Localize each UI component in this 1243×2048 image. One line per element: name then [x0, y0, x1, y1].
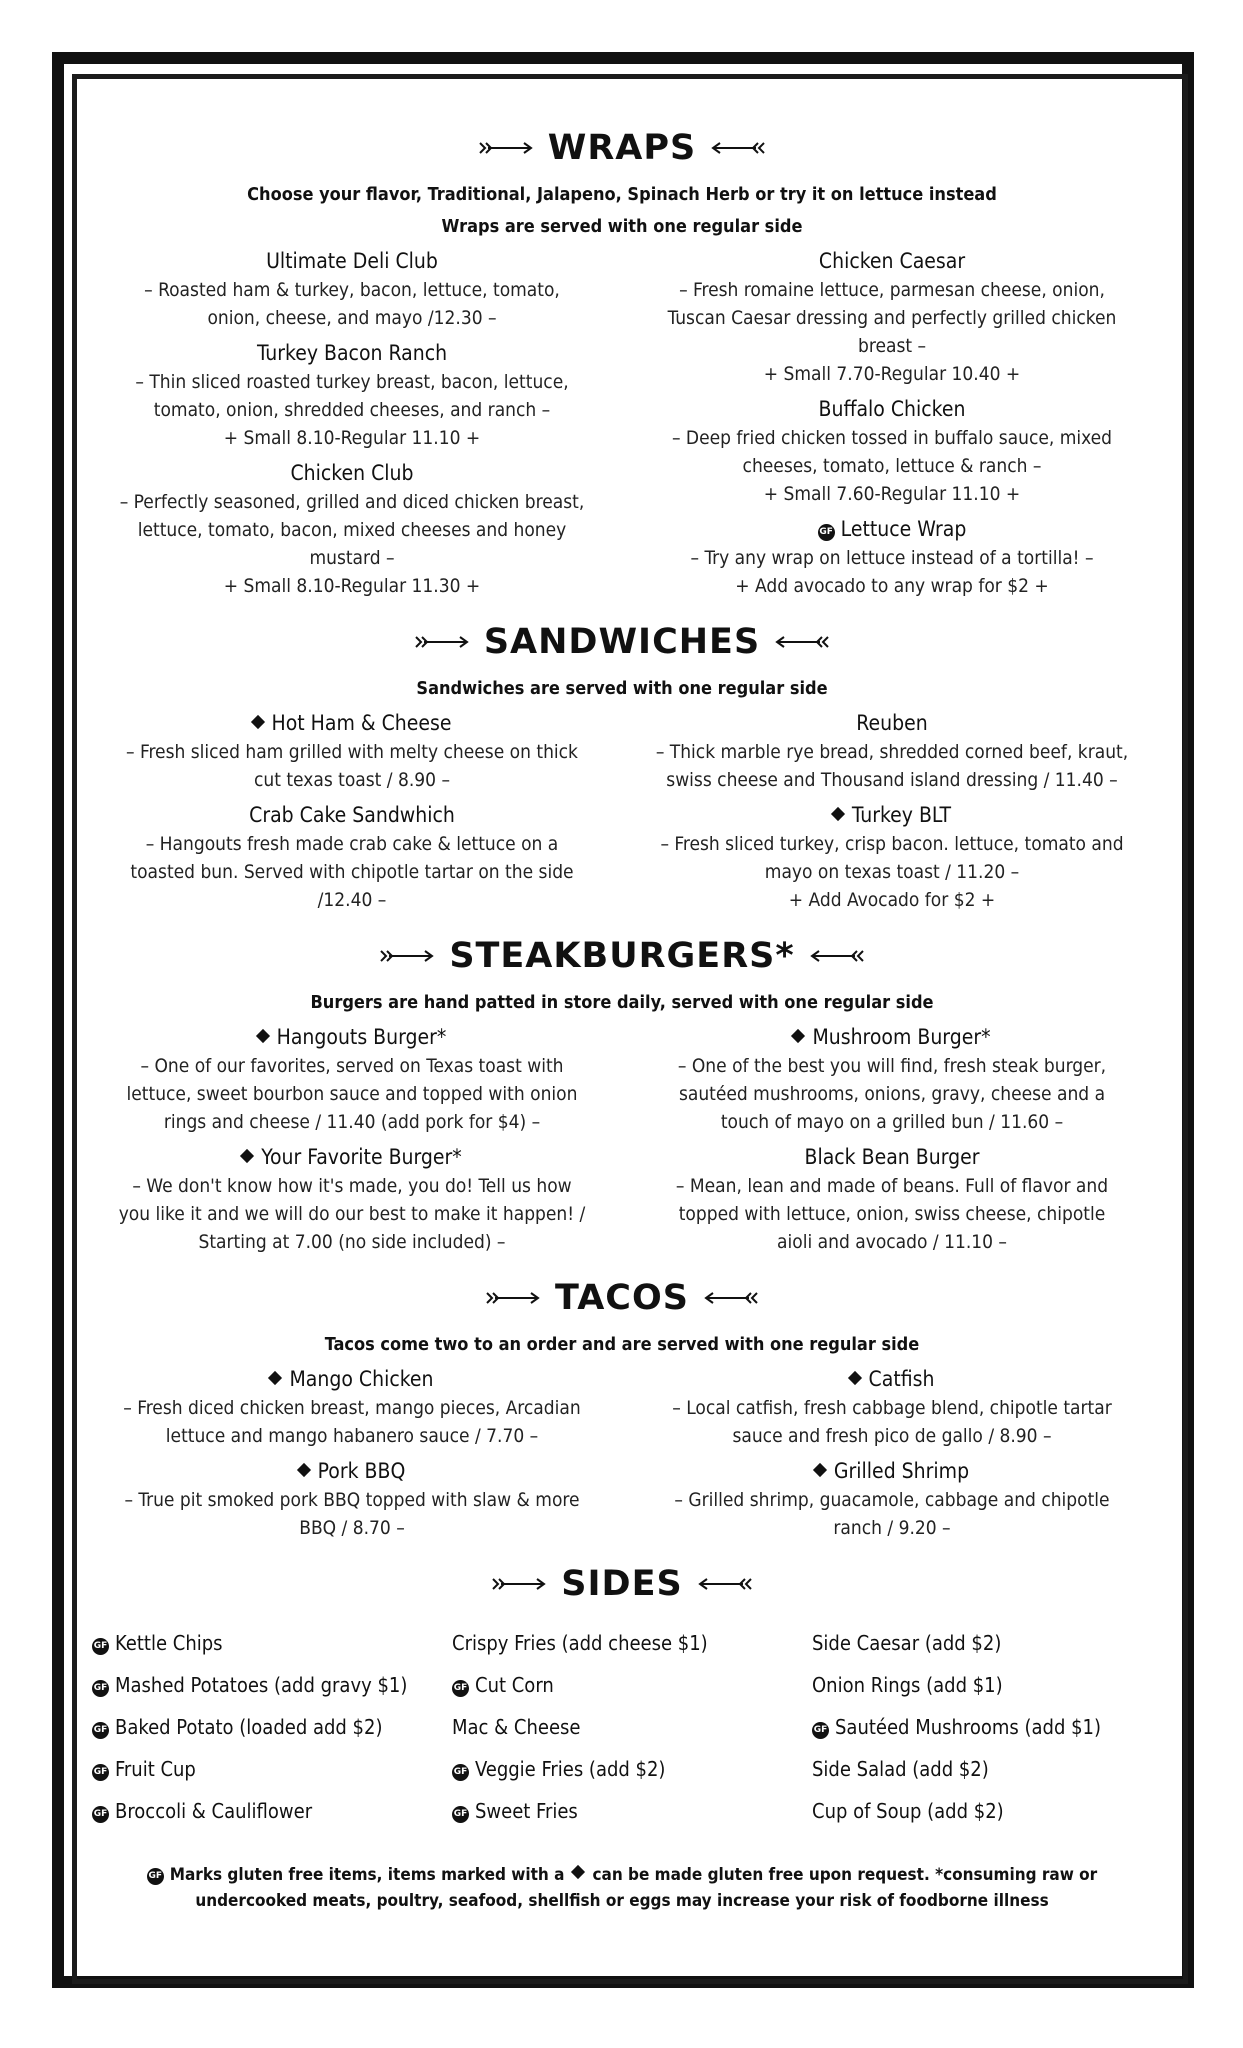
items-column-left	[92, 708, 612, 920]
menu-item	[92, 1364, 612, 1450]
diamond-icon	[250, 715, 264, 729]
menu-item-title	[632, 1456, 1152, 1486]
side-item	[92, 1664, 452, 1706]
menu-item-title	[632, 1022, 1152, 1052]
arrow-right-icon	[491, 1576, 547, 1592]
side-item-name: Side Salad (add $2)	[812, 1757, 989, 1781]
diamond-icon	[791, 1029, 805, 1043]
menu-item-name: Catfish	[868, 1367, 935, 1391]
footer-text-a: Marks gluten free items, items marked with a	[169, 1865, 565, 1885]
menu-item-description: – Perfectly seasoned, grilled and diced chicken breast, lettuce, tomato, bacon, mixed cheeses and honey mustard – + Small 8.10-Regular 11.30 +	[119, 491, 585, 597]
menu-item	[92, 800, 612, 914]
menu-item-title	[92, 1456, 612, 1486]
menu-item-description: – Fresh sliced turkey, crisp bacon. lettuce, tomato and mayo on texas toast / 11.20 – + Add Avocado for $2 +	[660, 833, 1124, 911]
menu-item-description: – True pit smoked pork BBQ topped with slaw & more BBQ / 8.70 –	[124, 1489, 580, 1539]
menu-item	[632, 394, 1152, 508]
side-item	[92, 1748, 452, 1790]
menu-item-title	[92, 800, 612, 830]
diamond-icon	[256, 1029, 270, 1043]
side-item	[812, 1790, 1152, 1832]
diamond-icon	[297, 1463, 311, 1477]
items-column-right	[632, 708, 1152, 920]
menu-item-description: – Fresh sliced ham grilled with melty cheese on thick cut texas toast / 8.90 –	[126, 741, 578, 791]
menu-item-name: Hangouts Burger*	[276, 1025, 447, 1049]
items-grid	[92, 246, 1152, 606]
side-item	[812, 1748, 1152, 1790]
menu-item-name: Lettuce Wrap	[840, 517, 967, 541]
side-item	[812, 1664, 1152, 1706]
arrow-left-icon	[703, 1290, 759, 1306]
items-column-right	[632, 1364, 1152, 1548]
side-item	[452, 1622, 812, 1664]
section-title: SIDES	[561, 1564, 683, 1604]
menu-item	[632, 800, 1152, 914]
tacos-section	[92, 1268, 1152, 1548]
menu-item	[92, 338, 612, 452]
steakburgers-header	[92, 926, 1152, 986]
tacos-header	[92, 1268, 1152, 1328]
section-note: Wraps are served with one regular side	[441, 216, 803, 237]
menu-item-title	[92, 246, 612, 276]
menu-item-title	[632, 514, 1152, 544]
menu-item	[632, 1022, 1152, 1136]
menu-item-description: – Fresh diced chicken breast, mango pieces, Arcadian lettuce and mango habanero sauce / 7.70 –	[123, 1397, 581, 1447]
section-title: SANDWICHES	[483, 622, 761, 662]
side-item-name: Baked Potato (loaded add $2)	[115, 1715, 383, 1739]
menu-item-description: – Grilled shrimp, guacamole, cabbage and chipotle ranch / 9.20 –	[674, 1489, 1110, 1539]
arrow-right-icon	[478, 140, 534, 156]
items-grid	[92, 708, 1152, 920]
menu-item-name: Crab Cake Sandwhich	[249, 803, 455, 827]
sides-header	[92, 1554, 1152, 1614]
side-item	[92, 1790, 452, 1832]
arrow-right-icon	[414, 634, 470, 650]
side-item	[452, 1706, 812, 1748]
diamond-icon	[240, 1149, 254, 1163]
menu-item	[92, 246, 612, 332]
side-item-name: Mashed Potatoes (add gravy $1)	[115, 1673, 408, 1697]
side-item-name: Veggie Fries (add $2)	[475, 1757, 666, 1781]
side-item	[92, 1622, 452, 1664]
footer-text-b: can be made gluten free upon request. *consuming raw or	[592, 1865, 1098, 1885]
menu-item-name: Turkey BLT	[851, 803, 952, 827]
items-column-right	[632, 246, 1152, 606]
diamond-icon	[831, 807, 845, 821]
menu-item-name: Chicken Caesar	[818, 249, 966, 273]
menu-item-name: Hot Ham & Cheese	[271, 711, 452, 735]
side-item-name: Onion Rings (add $1)	[812, 1673, 1003, 1697]
sides-section	[92, 1554, 1152, 1832]
side-item	[452, 1664, 812, 1706]
diamond-icon	[571, 1865, 585, 1879]
menu-item-name: Pork BBQ	[317, 1459, 406, 1483]
menu-item	[632, 246, 1152, 388]
menu-item	[92, 1142, 612, 1256]
sandwiches-section	[92, 612, 1152, 920]
arrow-left-icon	[774, 634, 830, 650]
gluten-free-icon: GF	[92, 1638, 109, 1655]
menu-item	[632, 514, 1152, 600]
menu-item-title	[632, 1364, 1152, 1394]
menu-item-title	[632, 800, 1152, 830]
menu-item	[632, 1142, 1152, 1256]
items-grid	[92, 1022, 1152, 1262]
side-item	[452, 1748, 812, 1790]
sides-column	[92, 1622, 452, 1832]
menu-item	[632, 708, 1152, 794]
menu-item-title	[632, 246, 1152, 276]
items-column-right	[632, 1022, 1152, 1262]
menu-item-title	[632, 1142, 1152, 1172]
sandwiches-header	[92, 612, 1152, 672]
menu-item-title	[92, 1142, 612, 1172]
gluten-free-icon: GF	[812, 1722, 829, 1739]
footer-line-1	[92, 1862, 1152, 1888]
steakburgers-section	[92, 926, 1152, 1262]
side-item-name: Sautéed Mushrooms (add $1)	[835, 1715, 1102, 1739]
items-column-left	[92, 1364, 612, 1548]
footer-note	[92, 1862, 1152, 1914]
footer-line-2: undercooked meats, poultry, seafood, shellfish or eggs may increase your risk of foodborne illness	[195, 1891, 1049, 1911]
gluten-free-icon: GF	[452, 1764, 469, 1781]
items-column-left	[92, 1022, 612, 1262]
menu-item-description: – One of the best you will find, fresh steak burger, sautéed mushrooms, onions, gravy, cheese and a touch of mayo on a grilled bun / 11.60 –	[677, 1055, 1107, 1133]
side-item-name: Broccoli & Cauliflower	[115, 1799, 313, 1823]
side-item-name: Fruit Cup	[115, 1757, 196, 1781]
menu-item-name: Mango Chicken	[289, 1367, 434, 1391]
items-column-left	[92, 246, 612, 606]
side-item-name: Mac & Cheese	[452, 1715, 581, 1739]
wraps-section	[92, 118, 1152, 606]
menu-content	[92, 118, 1152, 1914]
section-title: WRAPS	[547, 128, 697, 168]
menu-item-name: Mushroom Burger*	[812, 1025, 991, 1049]
sides-grid	[92, 1622, 1152, 1832]
sides-column	[452, 1622, 812, 1832]
side-item-name: Cut Corn	[475, 1673, 554, 1697]
menu-item-description: – Hangouts fresh made crab cake & lettuce on a toasted bun. Served with chipotle tartar on the side /12.40 –	[130, 833, 574, 911]
menu-item-name: Reuben	[856, 711, 928, 735]
gluten-free-icon: GF	[92, 1722, 109, 1739]
side-item	[812, 1706, 1152, 1748]
menu-item-name: Your Favorite Burger*	[261, 1145, 462, 1169]
section-note: Sandwiches are served with one regular side	[416, 678, 828, 699]
gluten-free-icon: GF	[818, 524, 835, 541]
menu-item-name: Grilled Shrimp	[833, 1459, 970, 1483]
menu-item	[632, 1456, 1152, 1542]
menu-item-name: Turkey Bacon Ranch	[256, 341, 448, 365]
menu-item-description: – Thin sliced roasted turkey breast, bacon, lettuce, tomato, onion, shredded cheeses, and ranch – + Small 8.10-Regular 11.10 +	[135, 371, 569, 449]
menu-item-description: – Try any wrap on lettuce instead of a tortilla! – + Add avocado to any wrap for $2 +	[690, 547, 1094, 597]
gluten-free-icon: GF	[92, 1680, 109, 1697]
section-note: Tacos come two to an order and are served with one regular side	[324, 1334, 920, 1355]
gluten-free-icon: GF	[92, 1764, 109, 1781]
section-note: Burgers are hand patted in store daily, served with one regular side	[310, 992, 934, 1013]
side-item-name: Cup of Soup (add $2)	[812, 1799, 1004, 1823]
menu-item-title	[632, 708, 1152, 738]
side-item	[812, 1622, 1152, 1664]
arrow-left-icon	[697, 1576, 753, 1592]
diamond-icon	[847, 1371, 861, 1385]
diamond-icon	[268, 1371, 282, 1385]
menu-item	[632, 1364, 1152, 1450]
arrow-left-icon	[710, 140, 766, 156]
wraps-header	[92, 118, 1152, 178]
side-item-name: Kettle Chips	[115, 1631, 223, 1655]
menu-item-name: Chicken Club	[290, 461, 414, 485]
menu-item	[92, 1022, 612, 1136]
side-item-name: Side Caesar (add $2)	[812, 1631, 1002, 1655]
menu-item-title	[92, 708, 612, 738]
menu-item	[92, 458, 612, 600]
menu-item-title	[92, 1022, 612, 1052]
menu-item-title	[92, 1364, 612, 1394]
arrow-right-icon	[379, 948, 435, 964]
menu-item	[92, 708, 612, 794]
side-item	[452, 1790, 812, 1832]
items-grid	[92, 1364, 1152, 1548]
side-item	[92, 1706, 452, 1748]
section-title: TACOS	[555, 1278, 689, 1318]
gluten-free-icon: GF	[92, 1806, 109, 1823]
arrow-right-icon	[485, 1290, 541, 1306]
section-note: Choose your flavor, Traditional, Jalapeno, Spinach Herb or try it on lettuce instead	[247, 184, 997, 205]
menu-item-name: Buffalo Chicken	[818, 397, 966, 421]
menu-item-description: – Roasted ham & turkey, bacon, lettuce, tomato, onion, cheese, and mayo /12.30 –	[144, 279, 560, 329]
menu-item-title	[92, 458, 612, 488]
menu-item-title	[92, 338, 612, 368]
menu-item-title	[632, 394, 1152, 424]
gluten-free-icon: GF	[147, 1868, 164, 1885]
menu-item	[92, 1456, 612, 1542]
arrow-left-icon	[809, 948, 865, 964]
menu-item-description: – We don't know how it's made, you do! Tell us how you like it and we will do our best to make it happen! / Starting at 7.00 (no side included) –	[118, 1175, 586, 1253]
menu-item-description: – Thick marble rye bread, shredded corned beef, kraut, swiss cheese and Thousand island dressing / 11.40 –	[655, 741, 1129, 791]
side-item-name: Sweet Fries	[475, 1799, 578, 1823]
menu-item-description: – Mean, lean and made of beans. Full of flavor and topped with lettuce, onion, swiss cheese, chipotle aioli and avocado / 11.10 –	[675, 1175, 1109, 1253]
section-title: STEAKBURGERS*	[449, 936, 795, 976]
menu-item-description: – Fresh romaine lettuce, parmesan cheese, onion, Tuscan Caesar dressing and perfectly grilled chicken breast – + Small 7.70-Regular 10.40 +	[667, 279, 1117, 385]
menu-item-description: – One of our favorites, served on Texas toast with lettuce, sweet bourbon sauce and topped with onion rings and cheese / 11.40 (add pork for $4) –	[126, 1055, 578, 1133]
menu-item-name: Ultimate Deli Club	[266, 249, 438, 273]
gluten-free-icon: GF	[452, 1806, 469, 1823]
menu-item-description: – Local catfish, fresh cabbage blend, chipotle tartar sauce and fresh pico de gallo / 8.90 –	[672, 1397, 1112, 1447]
sides-column	[812, 1622, 1152, 1832]
menu-item-name: Black Bean Burger	[804, 1145, 980, 1169]
side-item-name: Crispy Fries (add cheese $1)	[452, 1631, 708, 1655]
diamond-icon	[813, 1463, 827, 1477]
menu-item-description: – Deep fried chicken tossed in buffalo sauce, mixed cheeses, tomato, lettuce & ranch – + Small 7.60-Regular 11.10 +	[671, 427, 1113, 505]
gluten-free-icon: GF	[452, 1680, 469, 1697]
